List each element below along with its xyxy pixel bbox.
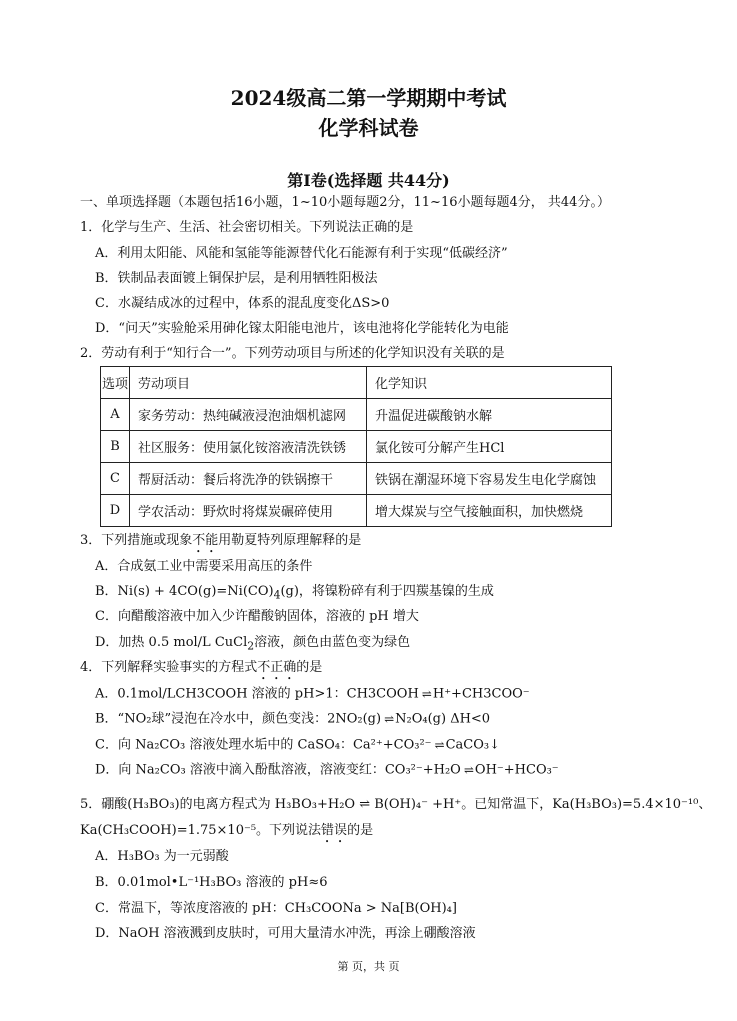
- q5-stem-line1: 5．硼酸(H₃BO₃)的电离方程式为 H₃BO₃+H₂O ⇌ B(OH)₄⁻ +H⁺。已知常温下，Ka(H₃BO₃)=5.4×10⁻¹⁰、: [80, 797, 712, 812]
- q1-stem: 1．化学与生产、生活、社会密切相关。下列说法正确的是: [80, 220, 414, 235]
- q3-option-a: A．合成氨工业中需要采用高压的条件: [95, 559, 313, 574]
- q4-a-pre: A．0.1mol/LCH3COOH 溶液的 pH>1：CH3COOH: [95, 686, 419, 702]
- q3-b-pre: B．Ni(s) + 4CO(g)=Ni(CO): [95, 584, 274, 599]
- equilibrium-arrow-icon: ⇌: [421, 687, 430, 701]
- table-header: 化学知识: [367, 367, 612, 399]
- table-cell: 铁锅在潮湿环境下容易发生电化学腐蚀: [367, 463, 612, 495]
- q3-stem-post: 用勒夏特列原理解释的是: [218, 533, 362, 548]
- table-cell: B: [101, 431, 130, 463]
- q5-stem-line2: [80, 822, 373, 846]
- table-cell: 社区服务：使用氯化铵溶液清洗铁锈: [130, 431, 367, 463]
- q4-stem-emphasis: 不正确: [257, 660, 297, 675]
- q3-stem: [80, 532, 361, 556]
- q3-option-c: C．向醋酸溶液中加入少许醋酸钠固体，溶液的 pH 增大: [95, 609, 419, 624]
- q4-d-post: OH⁻+HCO₃⁻: [474, 762, 559, 778]
- q5-stem-emphasis: 错误: [321, 823, 348, 838]
- exam-subtitle: 化学科试卷: [318, 116, 419, 140]
- q2-table: [100, 366, 612, 527]
- equilibrium-arrow-icon: ⇌: [384, 712, 393, 726]
- q3-b-post: (g)，将镍粉碎有利于四羰基镍的生成: [280, 584, 494, 599]
- table-row: [101, 399, 612, 431]
- table-row: [101, 463, 612, 495]
- q3-d-pre: D．加热 0.5 mol/L CuCl: [95, 635, 248, 650]
- table-cell: 升温促进碳酸钠水解: [367, 399, 612, 431]
- table-header: 劳动项目: [130, 367, 367, 399]
- q4-b-post: N₂O₄(g) ΔH<0: [395, 711, 491, 727]
- table-header-row: [101, 367, 612, 399]
- q4-b-pre: B．“NO₂球”浸泡在冷水中，颜色变浅：2NO₂(g): [95, 711, 382, 727]
- q5-stem-post: 的是: [347, 823, 374, 838]
- table-cell: 学农活动：野炊时将煤炭碾碎使用: [130, 495, 367, 527]
- table-cell: 帮厨活动：餐后将洗净的铁锅擦干: [130, 463, 367, 495]
- q3-d-post: 溶液，颜色由蓝色变为绿色: [254, 635, 411, 650]
- part-intro: 一、单项选择题（本题包括16小题，1~10小题每题2分，11~16小题每题4分， 共44分。）: [80, 195, 610, 210]
- q4-option-c: [95, 736, 500, 755]
- equilibrium-arrow-icon: ⇌: [434, 738, 443, 752]
- table-cell: 氯化铵可分解产生HCl: [367, 431, 612, 463]
- q4-stem-pre: 4．下列解释实验事实的方程式: [80, 660, 258, 675]
- q4-a-post: H⁺+CH3COO⁻: [432, 686, 530, 702]
- table-cell: 家务劳动：热纯碱液浸泡油烟机滤网: [130, 399, 367, 431]
- q4-c-pre: C．向 Na₂CO₃ 溶液处理水垢中的 CaSO₄：Ca²⁺+CO₃²⁻: [95, 737, 432, 753]
- q4-c-post: CaCO₃↓: [445, 737, 500, 753]
- q2-stem: 2．劳动有利于“知行合一”。下列劳动项目与所述的化学知识没有关联的是: [80, 346, 505, 361]
- table-cell: C: [101, 463, 130, 495]
- table-cell: A: [101, 399, 130, 431]
- table-row: [101, 495, 612, 527]
- table-header: 选项: [101, 367, 130, 399]
- q4-option-a: [95, 685, 530, 704]
- table-row: [101, 431, 612, 463]
- q5-option-c: C．常温下，等浓度溶液的 pH：CH₃COONa > Na[B(OH)₄]: [95, 901, 457, 916]
- q4-option-b: [95, 710, 490, 729]
- q3-option-d: [95, 634, 410, 656]
- q3-b-sub: 4: [273, 588, 281, 602]
- q5-option-b: B．0.01mol•L⁻¹H₃BO₃ 溶液的 pH≈6: [95, 875, 328, 890]
- q4-option-d: [95, 761, 559, 780]
- q1-option-d: D．“问天”实验舱采用砷化镓太阳能电池片，该电池将化学能转化为电能: [95, 321, 509, 336]
- page-footer: 第 页，共 页: [337, 960, 400, 973]
- equilibrium-arrow-icon: ⇌: [463, 763, 472, 777]
- q4-stem-post: 的是: [296, 660, 323, 675]
- exam-title: 2024级高二第一学期期中考试: [230, 86, 507, 110]
- q4-d-pre: D．向 Na₂CO₃ 溶液中滴入酚酞溶液，溶液变红：CO₃²⁻+H₂O: [95, 762, 461, 778]
- q1-option-c: C．水凝结成冰的过程中，体系的混乱度变化ΔS>0: [95, 296, 390, 311]
- q3-option-b: [95, 583, 494, 605]
- table-cell: D: [101, 495, 130, 527]
- table-cell: 增大煤炭与空气接触面积，加快燃烧: [367, 495, 612, 527]
- section-heading: 第Ⅰ卷(选择题 共44分): [287, 171, 450, 190]
- q3-stem-emphasis: 不能: [192, 533, 219, 548]
- q5-stem-pre: Ka(CH₃COOH)=1.75×10⁻⁵。下列说法: [80, 823, 322, 838]
- q3-d-sub: 2: [247, 639, 255, 653]
- q1-option-b: B．铁制品表面镀上铜保护层，是利用牺牲阳极法: [95, 271, 378, 286]
- q1-option-a: A．利用太阳能、风能和氢能等能源替代化石能源有利于实现“低碳经济”: [95, 246, 508, 261]
- q3-stem-pre: 3．下列措施或现象: [80, 533, 193, 548]
- q5-option-a: A．H₃BO₃ 为一元弱酸: [95, 849, 229, 864]
- q5-option-d: D．NaOH 溶液溅到皮肤时，可用大量清水冲洗，再涂上硼酸溶液: [95, 926, 476, 941]
- q4-stem: [80, 659, 322, 683]
